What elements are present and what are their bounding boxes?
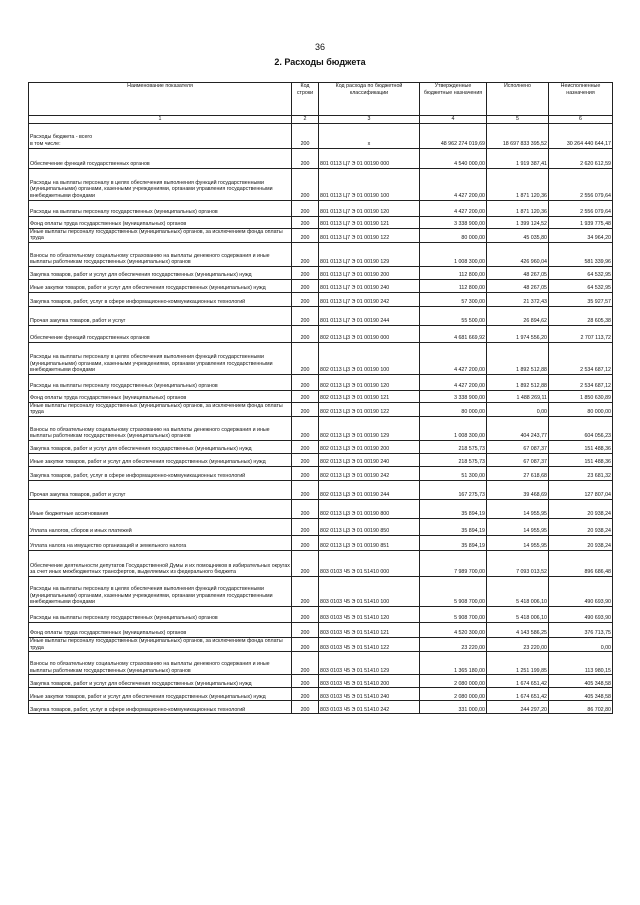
row-expense-code: 802 0113 Ц3 Э 01 00190 850 [319, 519, 420, 536]
row-approved-amount: 218 575,73 [420, 454, 487, 467]
header-unexecuted: Неисполненные назначения [549, 83, 613, 116]
row-expense-code: 803 0103 Ч5 Э 01 51410 120 [319, 607, 420, 623]
table-row [29, 481, 613, 500]
row-unexecuted-amount: 34 964,20 [549, 228, 613, 242]
row-executed-amount: 5 418 006,10 [487, 607, 549, 623]
table-row [29, 675, 613, 688]
row-approved-amount: 35 894,19 [420, 500, 487, 519]
row-expense-code: 803 0103 Ч5 Э 01 51410 129 [319, 652, 420, 675]
row-line-code: 200 [292, 306, 319, 325]
row-line-code: 200 [292, 390, 319, 402]
header-expense-code: Код расхода по бюджетной классификации [319, 83, 420, 116]
section-title: 2. Расходы бюджета [274, 57, 366, 67]
row-executed-amount: 1 871 120,36 [487, 168, 549, 200]
row-unexecuted-amount: 151 488,36 [549, 441, 613, 454]
row-unexecuted-amount: 64 532,95 [549, 266, 613, 279]
table-row [29, 441, 613, 454]
row-indicator-name: Уплата налога на имущество организаций и земельного налога [29, 536, 292, 551]
row-approved-amount: 4 427 200,00 [420, 168, 487, 200]
row-unexecuted-amount: 127 807,04 [549, 481, 613, 500]
row-unexecuted-amount: 896 686,48 [549, 551, 613, 577]
row-line-code: 200 [292, 417, 319, 441]
row-executed-amount: 48 267,05 [487, 279, 549, 292]
row-executed-amount: 1 488 269,11 [487, 390, 549, 402]
row-executed-amount: 1 251 199,85 [487, 652, 549, 675]
row-unexecuted-amount: 2 556 079,64 [549, 168, 613, 200]
column-number-row [29, 116, 613, 124]
table-row [29, 390, 613, 402]
row-line-code: 200 [292, 228, 319, 242]
row-unexecuted-amount: 1 850 630,89 [549, 390, 613, 402]
row-line-code: 200 [292, 292, 319, 306]
column-number: 5 [487, 116, 549, 124]
row-line-code: 200 [292, 675, 319, 688]
row-approved-amount: 331 000,00 [420, 701, 487, 714]
row-approved-amount: 167 275,73 [420, 481, 487, 500]
row-expense-code: 801 0113 Ц7 Э 01 00190 242 [319, 292, 420, 306]
header-approved: Утвержденные бюджетные назначения [420, 83, 487, 116]
row-executed-amount: 1 892 512,88 [487, 342, 549, 374]
row-indicator-name: Расходы на выплаты персоналу государственных (муниципальных) органов [29, 200, 292, 216]
table-row [29, 242, 613, 266]
row-line-code: 200 [292, 607, 319, 623]
table-row [29, 168, 613, 200]
row-line-code: 200 [292, 577, 319, 607]
table-row [29, 551, 613, 577]
row-indicator-name: Иные закупки товаров, работ и услуг для обеспечения государственных (муниципальных) нужд [29, 279, 292, 292]
row-line-code: 200 [292, 402, 319, 416]
table-row [29, 500, 613, 519]
row-executed-amount: 67 087,37 [487, 454, 549, 467]
table-row [29, 342, 613, 374]
row-executed-amount: 1 892 512,88 [487, 374, 549, 390]
row-line-code: 200 [292, 454, 319, 467]
row-line-code: 200 [292, 123, 319, 148]
column-number: 6 [549, 116, 613, 124]
row-line-code: 200 [292, 481, 319, 500]
row-line-code: 200 [292, 536, 319, 551]
table-row [29, 374, 613, 390]
row-approved-amount: 51 300,00 [420, 467, 487, 481]
header-line-code: Код строки [292, 83, 319, 116]
row-indicator-name: Фонд оплаты труда государственных (муниципальных) органов [29, 390, 292, 402]
header-executed: Исполнено [487, 83, 549, 116]
row-approved-amount: 35 894,19 [420, 536, 487, 551]
row-executed-amount: 21 372,43 [487, 292, 549, 306]
row-line-code: 200 [292, 216, 319, 228]
row-unexecuted-amount: 113 980,15 [549, 652, 613, 675]
budget-expenses-table [28, 82, 613, 714]
row-indicator-name: Закупка товаров, работ и услуг для обеспечения государственных (муниципальных) нужд [29, 675, 292, 688]
row-unexecuted-amount: 20 938,24 [549, 536, 613, 551]
page-number: 36 [314, 42, 325, 52]
row-expense-code: 801 0113 Ц7 Э 01 00190 000 [319, 148, 420, 168]
row-approved-amount: 80 000,00 [420, 402, 487, 416]
row-executed-amount: 45 035,80 [487, 228, 549, 242]
row-line-code: 200 [292, 148, 319, 168]
table-body [29, 123, 613, 714]
row-approved-amount: 112 800,00 [420, 279, 487, 292]
row-unexecuted-amount: 80 000,00 [549, 402, 613, 416]
row-approved-amount: 2 080 000,00 [420, 688, 487, 701]
row-indicator-name: Иные выплаты персоналу государственных (муниципальных) органов, за исключением фонда оплаты труда [29, 228, 292, 242]
row-indicator-name: Закупка товаров, работ и услуг для обеспечения государственных (муниципальных) нужд [29, 266, 292, 279]
row-approved-amount: 35 894,19 [420, 519, 487, 536]
row-expense-code: 801 0113 Ц7 Э 01 00190 240 [319, 279, 420, 292]
row-executed-amount: 18 697 833 395,52 [487, 123, 549, 148]
row-expense-code: 803 0103 Ч5 Э 01 51410 200 [319, 675, 420, 688]
row-expense-code: 802 0113 Ц3 Э 01 00190 120 [319, 374, 420, 390]
row-approved-amount: 55 500,00 [420, 306, 487, 325]
row-expense-code: 802 0113 Ц3 Э 01 00190 851 [319, 536, 420, 551]
row-approved-amount: 2 080 000,00 [420, 675, 487, 688]
row-approved-amount: 80 000,00 [420, 228, 487, 242]
row-expense-code: 802 0113 Ц3 Э 01 00190 129 [319, 417, 420, 441]
row-expense-code: 802 0113 Ц3 Э 01 00190 242 [319, 467, 420, 481]
row-indicator-name: Взносы по обязательному социальному страхованию на выплаты денежного содержания и иные выплаты работникам государственных (муниципальных) органов [29, 652, 292, 675]
table-row [29, 279, 613, 292]
row-unexecuted-amount: 581 339,96 [549, 242, 613, 266]
row-indicator-name: Закупка товаров, работ, услуг в сфере информационно-коммуникационных технологий [29, 701, 292, 714]
row-line-code: 200 [292, 551, 319, 577]
row-expense-code: 803 0103 Ч5 Э 01 51410 121 [319, 623, 420, 638]
row-approved-amount: 4 427 200,00 [420, 342, 487, 374]
row-approved-amount: 112 800,00 [420, 266, 487, 279]
row-approved-amount: 4 427 200,00 [420, 374, 487, 390]
table-row [29, 701, 613, 714]
row-expense-code: 801 0113 Ц7 Э 01 00190 120 [319, 200, 420, 216]
row-line-code: 200 [292, 374, 319, 390]
table-row [29, 123, 613, 148]
row-executed-amount: 26 894,62 [487, 306, 549, 325]
table-row [29, 536, 613, 551]
row-executed-amount: 0,00 [487, 402, 549, 416]
table-row [29, 292, 613, 306]
row-approved-amount: 4 681 669,92 [420, 325, 487, 342]
row-indicator-name: Расходы на выплаты персоналу государственных (муниципальных) органов [29, 607, 292, 623]
row-executed-amount: 426 960,04 [487, 242, 549, 266]
row-unexecuted-amount: 23 681,32 [549, 467, 613, 481]
row-indicator-name: Уплата налогов, сборов и иных платежей [29, 519, 292, 536]
row-approved-amount: 4 540 000,00 [420, 148, 487, 168]
row-line-code: 200 [292, 279, 319, 292]
row-line-code: 200 [292, 519, 319, 536]
row-executed-amount: 5 418 006,10 [487, 577, 549, 607]
row-line-code: 200 [292, 325, 319, 342]
row-expense-code: 801 0113 Ц7 Э 01 00190 200 [319, 266, 420, 279]
row-approved-amount: 218 575,73 [420, 441, 487, 454]
row-line-code: 200 [292, 688, 319, 701]
row-line-code: 200 [292, 638, 319, 652]
row-executed-amount: 23 220,00 [487, 638, 549, 652]
table-row [29, 306, 613, 325]
row-expense-code: 803 0103 Ч5 Э 01 51410 240 [319, 688, 420, 701]
table-row [29, 623, 613, 638]
column-number: 3 [319, 116, 420, 124]
row-unexecuted-amount: 2 707 113,72 [549, 325, 613, 342]
row-unexecuted-amount: 2 534 687,12 [549, 342, 613, 374]
row-approved-amount: 1 008 300,00 [420, 242, 487, 266]
row-expense-code: 801 0113 Ц7 Э 01 00190 122 [319, 228, 420, 242]
row-expense-code: 803 0103 Ч5 Э 01 51410 122 [319, 638, 420, 652]
row-indicator-name: Прочая закупка товаров, работ и услуг [29, 481, 292, 500]
row-indicator-name: Фонд оплаты труда государственных (муниципальных) органов [29, 216, 292, 228]
row-approved-amount: 5 908 700,00 [420, 607, 487, 623]
row-approved-amount: 48 962 274 019,69 [420, 123, 487, 148]
row-expense-code: 803 0103 Ч5 Э 01 51410 000 [319, 551, 420, 577]
row-unexecuted-amount: 490 693,90 [549, 607, 613, 623]
table-row [29, 228, 613, 242]
table-row [29, 266, 613, 279]
row-line-code: 200 [292, 500, 319, 519]
row-executed-amount: 1 674 651,42 [487, 675, 549, 688]
row-indicator-name: Расходы на выплаты персоналу в целях обеспечения выполнения функций государственными (муниципальными) органами, казенными учреждениями, органами управления государственными внебюджетными фондами [29, 342, 292, 374]
row-indicator-name: Иные выплаты персоналу государственных (муниципальных) органов, за исключением фонда оплаты труда [29, 402, 292, 416]
row-executed-amount: 1 674 651,42 [487, 688, 549, 701]
row-indicator-name: Закупка товаров, работ и услуг для обеспечения государственных (муниципальных) нужд [29, 441, 292, 454]
row-indicator-name: Обеспечение функций государственных органов [29, 148, 292, 168]
row-unexecuted-amount: 405 348,58 [549, 675, 613, 688]
row-expense-code: 801 0113 Ц7 Э 01 00190 121 [319, 216, 420, 228]
table-row [29, 216, 613, 228]
row-approved-amount: 1 365 180,00 [420, 652, 487, 675]
row-indicator-name: Расходы на выплаты персоналу государственных (муниципальных) органов [29, 374, 292, 390]
row-line-code: 200 [292, 652, 319, 675]
row-unexecuted-amount: 490 693,90 [549, 577, 613, 607]
row-executed-amount: 1 919 387,41 [487, 148, 549, 168]
row-indicator-name: Иные закупки товаров, работ и услуг для обеспечения государственных (муниципальных) нужд [29, 688, 292, 701]
row-unexecuted-amount: 1 939 775,48 [549, 216, 613, 228]
row-indicator-name: Иные бюджетные ассигнования [29, 500, 292, 519]
row-executed-amount: 27 618,68 [487, 467, 549, 481]
row-executed-amount: 4 143 586,25 [487, 623, 549, 638]
row-unexecuted-amount: 376 713,75 [549, 623, 613, 638]
row-indicator-name: Закупка товаров, работ, услуг в сфере информационно-коммуникационных технологий [29, 467, 292, 481]
table-row [29, 467, 613, 481]
row-indicator-name: Обеспечение деятельности депутатов Государственной Думы и их помощников в избирательных округах за счет иных межбюджетных трансфертов, выделяемых из федерального бюджета [29, 551, 292, 577]
row-indicator-name: Закупка товаров, работ, услуг в сфере информационно-коммуникационных технологий [29, 292, 292, 306]
row-line-code: 200 [292, 623, 319, 638]
row-indicator-name: Прочая закупка товаров, работ и услуг [29, 306, 292, 325]
row-line-code: 200 [292, 342, 319, 374]
row-indicator-name: Взносы по обязательному социальному страхованию на выплаты денежного содержания и иные выплаты работникам государственных (муниципальных) органов [29, 417, 292, 441]
row-executed-amount: 48 267,05 [487, 266, 549, 279]
row-expense-code: 802 0113 Ц3 Э 01 00190 200 [319, 441, 420, 454]
row-approved-amount: 1 008 300,00 [420, 417, 487, 441]
row-approved-amount: 7 989 700,00 [420, 551, 487, 577]
table-row [29, 688, 613, 701]
table-row [29, 325, 613, 342]
table-row [29, 148, 613, 168]
row-approved-amount: 4 427 200,00 [420, 200, 487, 216]
row-expense-code: 803 0103 Ч5 Э 01 51410 100 [319, 577, 420, 607]
row-executed-amount: 39 468,69 [487, 481, 549, 500]
header-indicator-name: Наименование показателя [29, 83, 292, 116]
row-expense-code: 802 0113 Ц3 Э 01 00190 240 [319, 454, 420, 467]
row-expense-code: 801 0113 Ц7 Э 01 00190 100 [319, 168, 420, 200]
row-unexecuted-amount: 28 605,38 [549, 306, 613, 325]
row-expense-code: x [319, 123, 420, 148]
row-approved-amount: 3 338 900,00 [420, 216, 487, 228]
row-unexecuted-amount: 30 264 440 644,17 [549, 123, 613, 148]
row-line-code: 200 [292, 168, 319, 200]
row-expense-code: 802 0113 Ц3 Э 01 00190 122 [319, 402, 420, 416]
row-indicator-name: Взносы по обязательному социальному страхованию на выплаты денежного содержания и иные выплаты работникам государственных (муниципальных) органов [29, 242, 292, 266]
row-expense-code: 802 0113 Ц3 Э 01 00190 800 [319, 500, 420, 519]
row-approved-amount: 57 300,00 [420, 292, 487, 306]
row-approved-amount: 23 220,00 [420, 638, 487, 652]
row-indicator-name: Обеспечение функций государственных органов [29, 325, 292, 342]
row-approved-amount: 4 520 300,00 [420, 623, 487, 638]
table-row [29, 607, 613, 623]
row-approved-amount: 5 908 700,00 [420, 577, 487, 607]
row-approved-amount: 3 338 900,00 [420, 390, 487, 402]
row-indicator-name: Расходы бюджета - всего в том числе: [29, 123, 292, 148]
row-indicator-name: Фонд оплаты труда государственных (муниципальных) органов [29, 623, 292, 638]
row-executed-amount: 14 955,95 [487, 500, 549, 519]
row-executed-amount: 244 297,20 [487, 701, 549, 714]
column-number: 2 [292, 116, 319, 124]
row-unexecuted-amount: 2 620 612,59 [549, 148, 613, 168]
row-expense-code: 801 0113 Ц7 Э 01 00190 244 [319, 306, 420, 325]
row-expense-code: 802 0113 Ц3 Э 01 00190 000 [319, 325, 420, 342]
row-executed-amount: 404 243,77 [487, 417, 549, 441]
row-executed-amount: 67 087,37 [487, 441, 549, 454]
row-executed-amount: 1 871 120,36 [487, 200, 549, 216]
row-line-code: 200 [292, 242, 319, 266]
row-expense-code: 803 0103 Ч5 Э 01 51410 242 [319, 701, 420, 714]
row-unexecuted-amount: 0,00 [549, 638, 613, 652]
table-row [29, 652, 613, 675]
table-row [29, 200, 613, 216]
table-row [29, 417, 613, 441]
row-unexecuted-amount: 20 938,24 [549, 519, 613, 536]
table-header-row [29, 83, 613, 116]
row-indicator-name: Иные закупки товаров, работ и услуг для обеспечения государственных (муниципальных) нужд [29, 454, 292, 467]
row-indicator-name: Иные выплаты персоналу государственных (муниципальных) органов, за исключением фонда оплаты труда [29, 638, 292, 652]
table-row [29, 638, 613, 652]
table-row [29, 454, 613, 467]
row-unexecuted-amount: 86 702,80 [549, 701, 613, 714]
row-expense-code: 802 0113 Ц3 Э 01 00190 244 [319, 481, 420, 500]
row-unexecuted-amount: 64 532,95 [549, 279, 613, 292]
row-unexecuted-amount: 405 348,58 [549, 688, 613, 701]
row-line-code: 200 [292, 701, 319, 714]
column-number: 4 [420, 116, 487, 124]
row-unexecuted-amount: 20 938,24 [549, 500, 613, 519]
row-executed-amount: 14 955,95 [487, 519, 549, 536]
row-executed-amount: 1 399 124,52 [487, 216, 549, 228]
column-number: 1 [29, 116, 292, 124]
table-row [29, 577, 613, 607]
row-line-code: 200 [292, 200, 319, 216]
row-unexecuted-amount: 151 488,36 [549, 454, 613, 467]
row-expense-code: 802 0113 Ц3 Э 01 00190 121 [319, 390, 420, 402]
row-indicator-name: Расходы на выплаты персоналу в целях обеспечения выполнения функций государственными (муниципальными) органами, казенными учреждениями, органами управления государственными внебюджетными фондами [29, 577, 292, 607]
row-expense-code: 802 0113 Ц3 Э 01 00190 100 [319, 342, 420, 374]
row-indicator-name: Расходы на выплаты персоналу в целях обеспечения выполнения функций государственными (муниципальными) органами, казенными учреждениями, органами управления государственными внебюджетными фондами [29, 168, 292, 200]
row-line-code: 200 [292, 266, 319, 279]
row-unexecuted-amount: 604 056,23 [549, 417, 613, 441]
table-row [29, 402, 613, 416]
row-unexecuted-amount: 35 927,57 [549, 292, 613, 306]
row-executed-amount: 7 093 013,52 [487, 551, 549, 577]
row-expense-code: 801 0113 Ц7 Э 01 00190 129 [319, 242, 420, 266]
row-executed-amount: 1 974 556,20 [487, 325, 549, 342]
row-line-code: 200 [292, 467, 319, 481]
row-line-code: 200 [292, 441, 319, 454]
row-unexecuted-amount: 2 534 687,12 [549, 374, 613, 390]
row-executed-amount: 14 955,95 [487, 536, 549, 551]
row-unexecuted-amount: 2 556 079,64 [549, 200, 613, 216]
table-row [29, 519, 613, 536]
